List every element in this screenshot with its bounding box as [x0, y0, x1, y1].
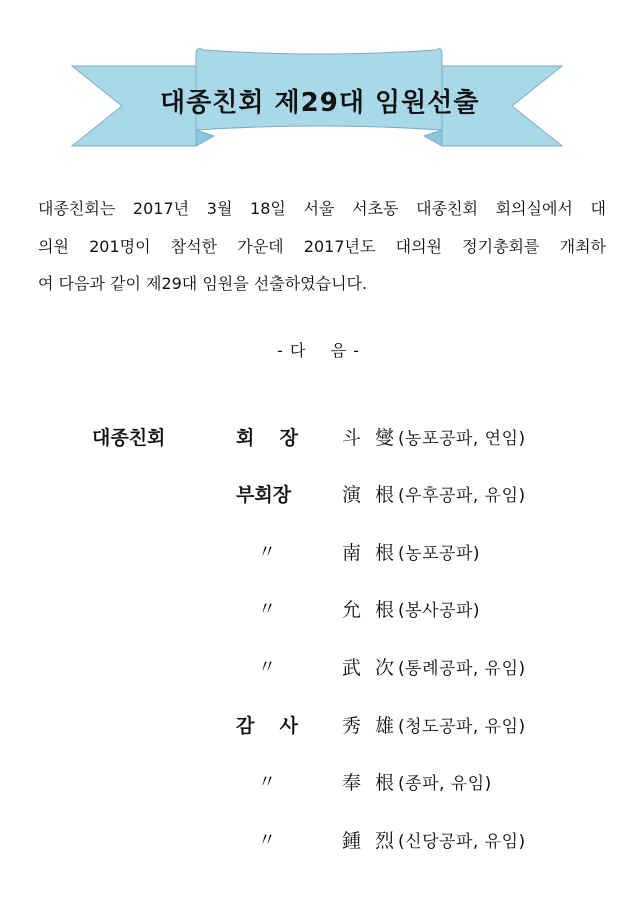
officer-row [0, 768, 637, 796]
officer-row [0, 538, 637, 566]
officer-row [0, 595, 637, 623]
ribbon-right-fold [424, 130, 442, 146]
officer-note: (신당공파, 유임) [398, 832, 526, 852]
officer-name-block [342, 595, 480, 622]
officer-note: (종파, 유임) [398, 774, 492, 794]
officer-name-block [342, 653, 526, 680]
officer-row [0, 711, 637, 739]
officer-name-block [342, 480, 526, 507]
officer-role: 회 장 [236, 427, 298, 449]
officer-note: (청도공파, 유임) [398, 717, 526, 737]
title-ribbon-banner [0, 0, 637, 160]
ditto-mark: 〃 [258, 599, 276, 620]
officer-name: 演 根 [342, 484, 399, 506]
officer-note: (우후공파, 유임) [398, 486, 526, 506]
intro-line-2: 의원 201명이 참석한 가운데 2017년도 대의원 정기총회를 개최하 [38, 237, 606, 256]
officer-name-block [342, 768, 492, 795]
officer-name-block [342, 423, 526, 450]
ribbon-left-fold [196, 130, 214, 146]
officer-name-block [342, 538, 480, 565]
officer-row [0, 653, 637, 681]
officer-row [0, 423, 637, 451]
officer-note: (통례공파, 유임) [398, 659, 526, 679]
officer-name-block [342, 711, 526, 738]
officer-name: 斗 燮 [342, 427, 399, 449]
officer-org: 대종친회 [92, 427, 166, 449]
officer-name: 秀 雄 [342, 715, 399, 737]
ditto-mark: 〃 [258, 542, 276, 563]
officer-note: (봉사공파) [398, 601, 480, 621]
officer-name: 武 次 [342, 657, 399, 679]
officer-role: 부회장 [236, 484, 292, 506]
ditto-mark: 〃 [258, 830, 276, 851]
officer-name: 鍾 烈 [342, 830, 399, 852]
intro-line-1: 대종친회는 2017년 3월 18일 서울 서초동 대종친회 회의실에서 대 [38, 199, 606, 218]
section-heading: - 다 음 - [277, 341, 360, 360]
officer-name: 南 根 [342, 542, 399, 564]
officer-name: 允 根 [342, 599, 399, 621]
officer-note: (농포공파) [398, 544, 480, 564]
ditto-mark: 〃 [258, 657, 276, 678]
officer-row [0, 480, 637, 508]
intro-line-3: 여 다음과 같이 제29대 임원을 선출하였습니다. [38, 274, 368, 293]
banner-title: 대종친회 제29대 임원선출 [160, 88, 480, 118]
officer-name-block [342, 826, 526, 853]
officer-note: (농포공파, 연임) [398, 429, 526, 449]
officer-name: 奉 根 [342, 772, 399, 794]
officer-role: 감 사 [236, 715, 298, 737]
officer-row [0, 826, 637, 854]
ditto-mark: 〃 [258, 772, 276, 793]
